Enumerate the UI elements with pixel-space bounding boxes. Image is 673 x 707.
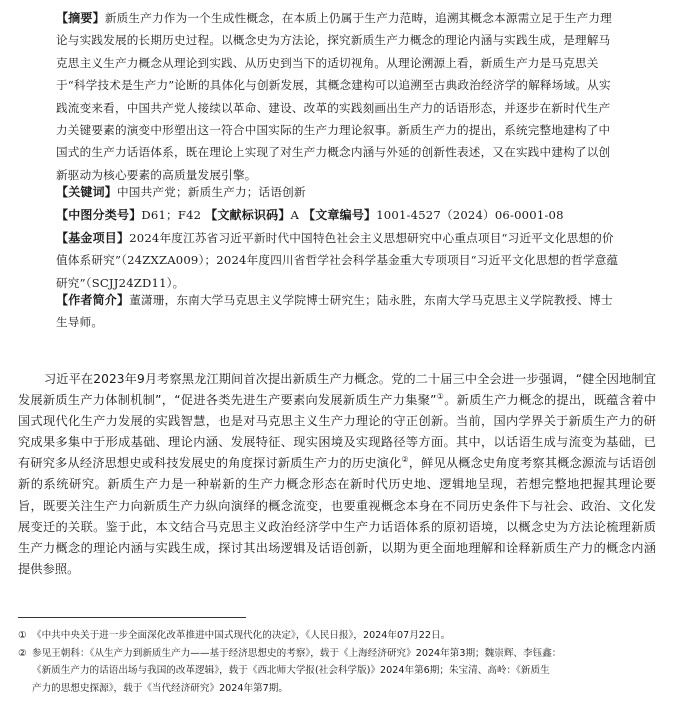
doc-code-label: 【文献标识码】 bbox=[205, 208, 291, 222]
doc-code-value: A bbox=[290, 208, 300, 222]
footnote-2-line-2: 《新质生产力的话语出场与我国的改革逻辑》，载于《西北师大学报(社会科学版)》2024年第6期；朱宝清、高岭：《新质生 bbox=[32, 665, 550, 677]
footnote-ref-1[interactable]: ① bbox=[436, 392, 445, 402]
fund-text: 2024年度江苏省习近平新时代中国特色社会主义思想研究中心重点项目“习近平文化思想的价值体系研究”（24ZXZA009）；2024年度四川省哲学社会科学基金重大专项项目“习近平文化思想的哲学意蕴研究”（SCJJ24ZD11）。 bbox=[56, 231, 619, 290]
body-part-3: ，鲜见从概念史角度考察其概念源流与话语创新的系统研究。新质生产力是一种崭新的生产力概念形态在新时代历史地、逻辑地呈现，若想完整地把握其理论要旨，既要关注生产力向新质生产力纵向演绎的概念流变，也要重视概念本身在不同历史条件下与社会、政治、文化发展变迁的关联。鉴于此，本文结合马克思主义政治经济学中生产力话语体系的原初语境，以概念史为方法论梳理新质生产力概念的理论内涵与实践生成，探讨其出场逻辑及话语创新，以期为更全面地理解和诠释新质生产力的概念内涵提供参照。 bbox=[18, 456, 656, 576]
footnote-divider bbox=[18, 617, 246, 618]
footnote-ref-2[interactable]: ② bbox=[401, 455, 409, 465]
abstract-block bbox=[56, 7, 622, 186]
fund-label: 【基金项目】 bbox=[56, 231, 130, 245]
body-part-2: 。新质生产力概念的提出，既蕴含着中国式现代化生产力发展的实践智慧，也是对马克思主义生产力理论的守正创新。当前，国内学界关于新质生产力的研究成果多集中于形成基础、理论内涵、发展特征、现实困境及实现路径等方面。其中，以话语生成与流变为基础，已有研究多从经济思想史或科技发展史的角度探讨新质生产力的历史演化 bbox=[18, 393, 656, 471]
fund-block bbox=[56, 227, 622, 294]
authors-text: 董潇珊，东南大学马克思主义学院博士研究生；陆永胜，东南大学马克思主义学院教授、博士生导师。 bbox=[56, 293, 613, 330]
abstract-text: 新质生产力作为一个生成性概念，在本质上仍属于生产力范畴，追溯其概念本源需立足于生产力理论与实践发展的长期历史过程。以概念史为方法论，探究新质生产力概念的理论内涵与实践生成，是理解马克思主义生产力概念从理论到实践、从历史到当下的适切视角。从理论溯源上看，新质生产力是马克思关于“科学技术是生产力”论断的具体化与创新发展，其概念建构可以追溯至古典政治经济学的解释场域。从实践流变来看，中国共产党人接续以革命、建设、改革的实践刻画出生产力的话语形态，并逐步在新时代生产力关键要素的演变中形塑出这一符合中国实际的生产力理论叙事。新质生产力的提出，系统完整地建构了中国式的生产力话语体系，既在理论上实现了对生产力概念内涵与外延的创新性表述，又在实践中建构了以创新驱动为核心要素的高质量发展引擎。 bbox=[56, 11, 612, 182]
article-number-label: 【文章编号】 bbox=[303, 208, 377, 222]
intro-paragraph bbox=[18, 369, 656, 580]
footnote-2-line-1: 参见王朝科：《从生产力到新质生产力——基于经济思想史的考察》，载于《上海经济研究》2024年第3期；魏崇辉、李钰鑫： bbox=[32, 647, 562, 659]
footnotes bbox=[18, 627, 658, 697]
authors-block bbox=[56, 289, 622, 334]
footnote-1 bbox=[18, 627, 658, 645]
article-number-value: 1001-4527（2024）06-0001-08 bbox=[376, 208, 564, 222]
clc-value: D61；F42 bbox=[141, 208, 202, 222]
footnote-1-line-1: 《中共中央关于进一步全面深化改革推进中国式现代化的决定》，《人民日报》，2024年07月22日。 bbox=[32, 630, 451, 641]
keywords-label: 【关键词】 bbox=[56, 185, 118, 199]
clc-label: 【中图分类号】 bbox=[56, 208, 142, 222]
footnote-2-continuation-1 bbox=[18, 662, 658, 680]
footnote-2 bbox=[18, 645, 658, 663]
body-part-1: 习近平在2023年9月考察黑龙江期间首次提出新质生产力概念。党的二十届三中全会进一步强调，“健全因地制宜发展新质生产力体制机制”，“促进各类先进生产要素向发展新质生产力集聚” bbox=[18, 372, 656, 408]
footnote-1-marker: ① bbox=[18, 630, 27, 641]
footnote-2-line-3: 产力的思想史探源》，载于《当代经济研究》2024年第7期。 bbox=[32, 682, 288, 694]
authors-label: 【作者简介】 bbox=[56, 293, 130, 307]
abstract-label: 【摘要】 bbox=[56, 11, 105, 25]
footnote-2-continuation-2 bbox=[18, 680, 658, 698]
keywords-text: 中国共产党；新质生产力；话语创新 bbox=[117, 185, 306, 199]
footnote-2-marker: ② bbox=[18, 647, 27, 659]
classification-block bbox=[56, 204, 622, 226]
keywords-block bbox=[56, 181, 622, 203]
